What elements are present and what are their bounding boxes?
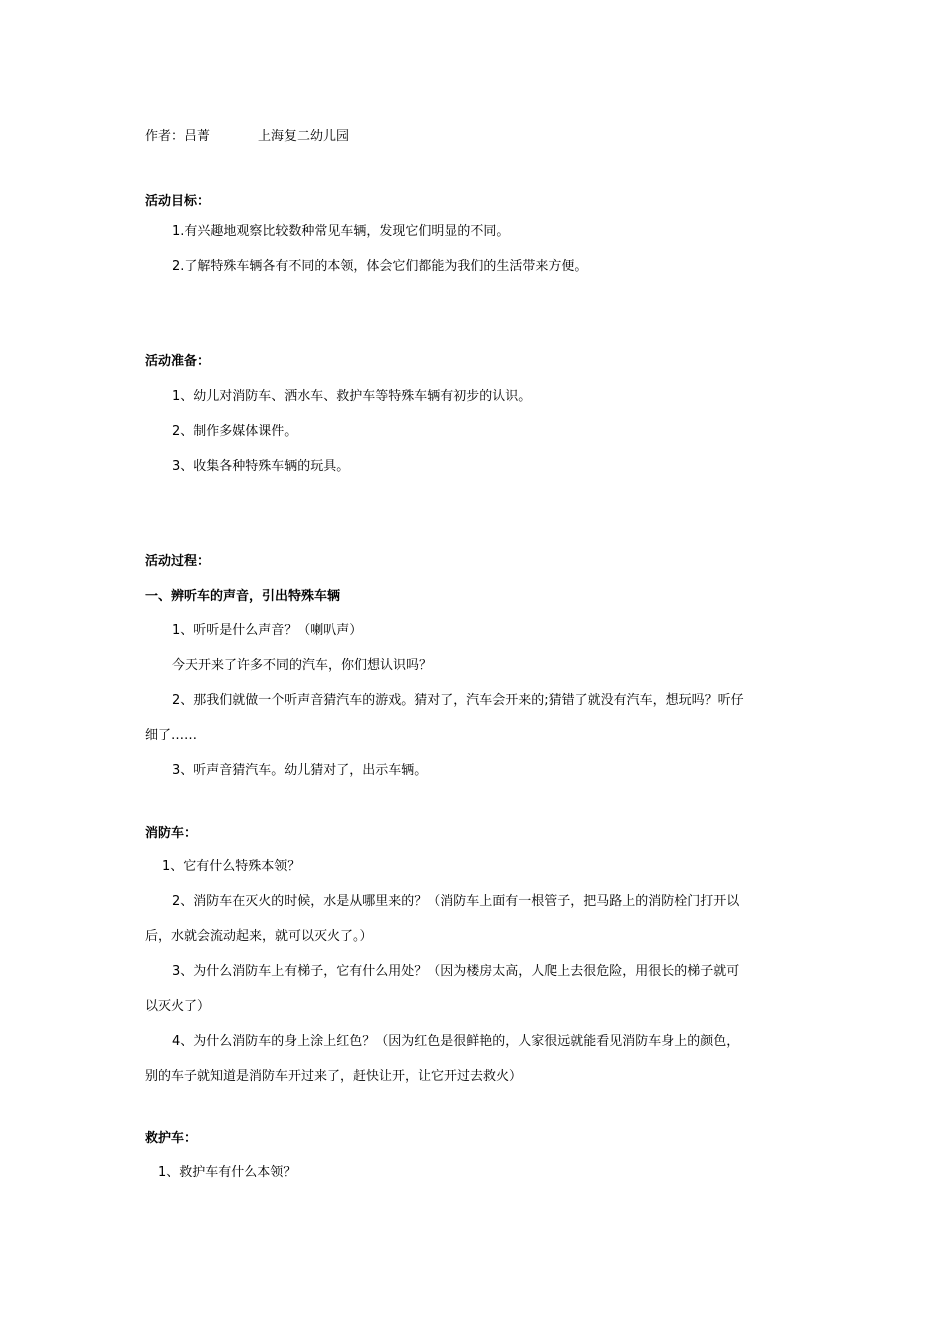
preparation-heading: 活动准备： <box>145 354 211 369</box>
fire-truck-line-5: 以灭火了） <box>145 999 211 1014</box>
fire-truck-line-7: 别的车子就知道是消防车开过来了，赶快让开，让它开过去救火） <box>145 1069 523 1084</box>
author-line <box>145 128 349 146</box>
preparation-item-2: 2、制作多媒体课件。 <box>172 424 298 439</box>
fire-truck-heading: 消防车： <box>145 826 198 841</box>
process-line-3: 2、那我们就做一个听声音猜汽车的游戏。猜对了，汽车会开来的;猜错了就没有汽车，想玩吗？听仔 <box>172 693 744 708</box>
fire-truck-line-1: 1、它有什么特殊本领？ <box>162 859 301 874</box>
ambulance-heading: 救护车： <box>145 1131 198 1146</box>
ambulance-line-1: 1、救护车有什么本领？ <box>158 1165 297 1180</box>
goal-item-2: 2.了解特殊车辆各有不同的本领，体会它们都能为我们的生活带来方便。 <box>172 259 588 274</box>
process-section-title: 一、辨听车的声音，引出特殊车辆 <box>145 589 341 604</box>
goals-heading: 活动目标： <box>145 194 211 209</box>
preparation-item-1: 1、幼儿对消防车、洒水车、救护车等特殊车辆有初步的认识。 <box>172 389 532 404</box>
preparation-item-3: 3、收集各种特殊车辆的玩具。 <box>172 459 350 474</box>
goal-item-1: 1.有兴趣地观察比较数种常见车辆，发现它们明显的不同。 <box>172 224 510 239</box>
process-heading: 活动过程： <box>145 554 211 569</box>
process-line-1: 1、听听是什么声音？（喇叭声） <box>172 623 363 638</box>
process-line-5: 3、听声音猜汽车。幼儿猜对了，出示车辆。 <box>172 763 428 778</box>
process-line-2: 今天开来了许多不同的汽车，你们想认识吗？ <box>172 658 433 673</box>
fire-truck-line-2: 2、消防车在灭火的时候，水是从哪里来的？（消防车上面有一根管子，把马路上的消防栓门打开以 <box>172 894 740 909</box>
fire-truck-line-3: 后，水就会流动起来，就可以灭火了。） <box>145 929 373 944</box>
fire-truck-line-4: 3、为什么消防车上有梯子，它有什么用处？（因为楼房太高，人爬上去很危险，用很长的梯子就可 <box>172 964 740 979</box>
process-line-4: 细了…… <box>145 728 198 743</box>
author-name: 作者：吕菁 <box>145 129 211 144</box>
fire-truck-line-6: 4、为什么消防车的身上涂上红色？（因为红色是很鲜艳的，人家很远就能看见消防车身上的颜色， <box>172 1034 740 1049</box>
school-name: 上海复二幼儿园 <box>258 129 350 144</box>
